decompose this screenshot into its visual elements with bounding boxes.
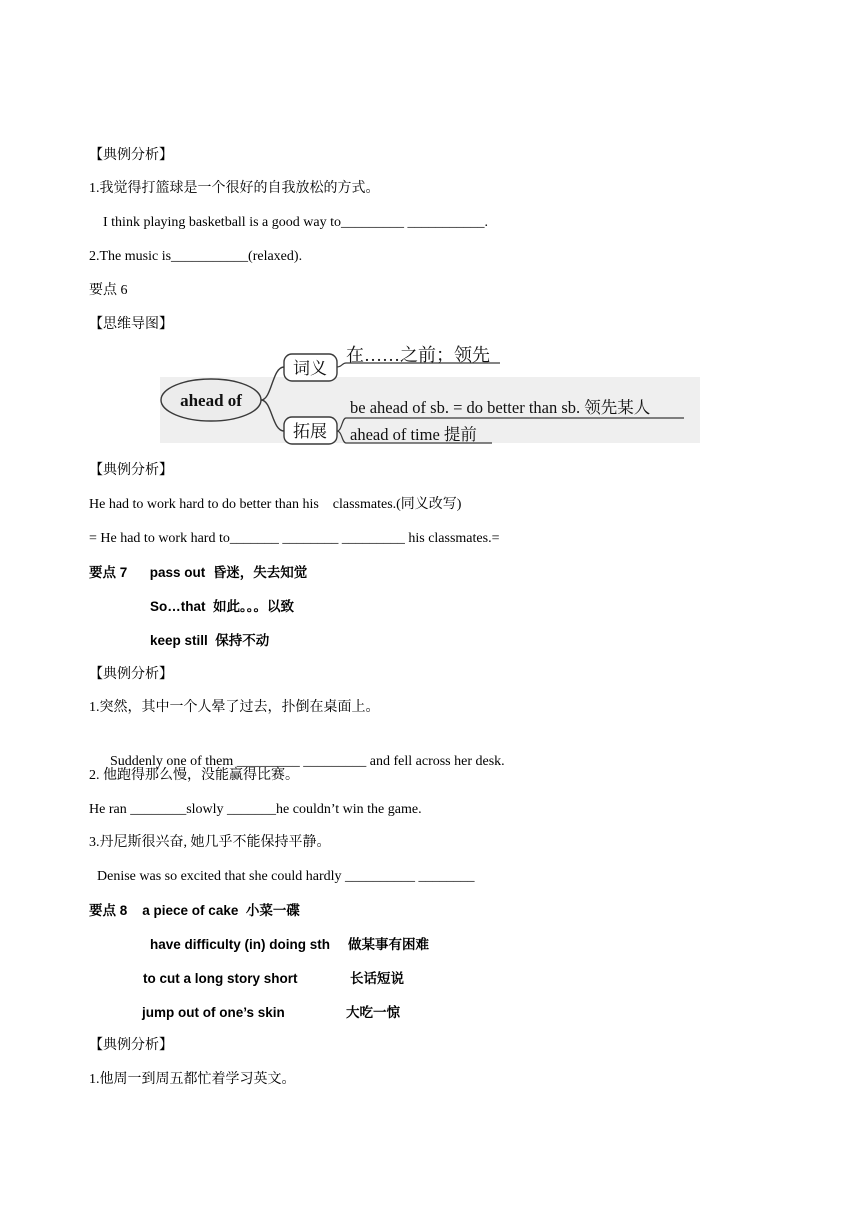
key-point-7-phrase-2: So…that 如此。。。以致 [150, 599, 294, 614]
branch-label-meaning: 词义 [293, 359, 327, 378]
key-point-8-phrase-1: a piece of cake 小菜一碟 [142, 903, 300, 918]
key-point-8-phrase-3-en: to cut a long story short [143, 971, 298, 986]
section-heading-example-analysis: 【典例分析】 [89, 148, 173, 163]
branch-label-extension: 拓展 [293, 422, 327, 441]
mind-map-ahead-of [160, 341, 700, 445]
exercise-2-english: He ran ________slowly _______he couldn’t win the game. [89, 802, 422, 817]
exercise-1-text-b: and fell across her desk. [366, 754, 505, 769]
mind-map-diagram [160, 341, 700, 445]
exercise-2-chinese: 2. 他跑得那么慢，没能赢得比赛。 [89, 768, 299, 783]
key-point-7-label: 要点 7 [89, 565, 128, 580]
key-point-7-phrase-1: pass out 昏迷，失去知觉 [149, 565, 308, 580]
example-1-english: I think playing basketball is a good way to_________ ___________. [103, 215, 488, 230]
key-point-8-phrase-4-en: jump out of one’s skin [142, 1005, 285, 1020]
exercise-1-text-a: Suddenly one of them [110, 754, 237, 769]
exercise-1-blank-2: _________ [303, 754, 367, 769]
branch-1-meaning-text: 在……之前；领先 [346, 345, 490, 365]
key-point-8-phrase-4-cn: 大吃一惊 [346, 1005, 400, 1020]
key-point-8-phrase-2 [150, 935, 330, 955]
exercise-1-blank-1: _________ [236, 754, 300, 769]
exercise-1-chinese: 1.突然，其中一个人晕了过去，扑倒在桌面上。 [89, 700, 380, 715]
mind-map-center-label: ahead of [180, 391, 242, 410]
section-heading-example-analysis-3: 【典例分析】 [89, 667, 173, 682]
rewrite-sentence: He had to work hard to do better than his classmates.(同义改写) [89, 497, 462, 512]
example-1-chinese: 1.我觉得打篮球是一个很好的自我放松的方式。 [89, 181, 380, 196]
key-point-8-spacer [127, 903, 142, 918]
key-point-8-phrase-3-cn: 长话短说 [350, 971, 404, 986]
key-point-8-phrase-2-en: have difficulty (in) doing sth [150, 937, 330, 952]
section-heading-example-analysis-2: 【典例分析】 [89, 463, 173, 478]
key-point-7 [89, 563, 307, 583]
exercise-3-chinese: 3.丹尼斯很兴奋, 她几乎不能保持平静。 [89, 835, 331, 850]
section-heading-mind-map: 【思维导图】 [89, 317, 173, 332]
section-heading-example-analysis-4: 【典例分析】 [89, 1038, 173, 1053]
rewrite-blank-sentence: = He had to work hard to_______ ________ _________ his classmates.= [89, 531, 500, 546]
key-point-8-phrase-2-cn: 做某事有困难 [348, 937, 429, 952]
exercise-4-chinese: 1.他周一到周五都忙着学习英文。 [89, 1072, 296, 1087]
key-point-6-heading: 要点 6 [89, 283, 128, 298]
example-2: 2.The music is___________(relaxed). [89, 249, 303, 264]
key-point-8-label: 要点 8 [89, 903, 128, 918]
branch-2-phrase-1: be ahead of sb. = do better than sb. 领先某人 [350, 398, 651, 417]
key-point-7-spacer [127, 565, 150, 580]
branch-2-phrase-2: ahead of time 提前 [350, 425, 477, 444]
exercise-3-english: Denise was so excited that she could hardly __________ ________ [97, 869, 475, 884]
key-point-7-phrase-3: keep still 保持不动 [150, 633, 270, 648]
key-point-8 [89, 901, 300, 921]
